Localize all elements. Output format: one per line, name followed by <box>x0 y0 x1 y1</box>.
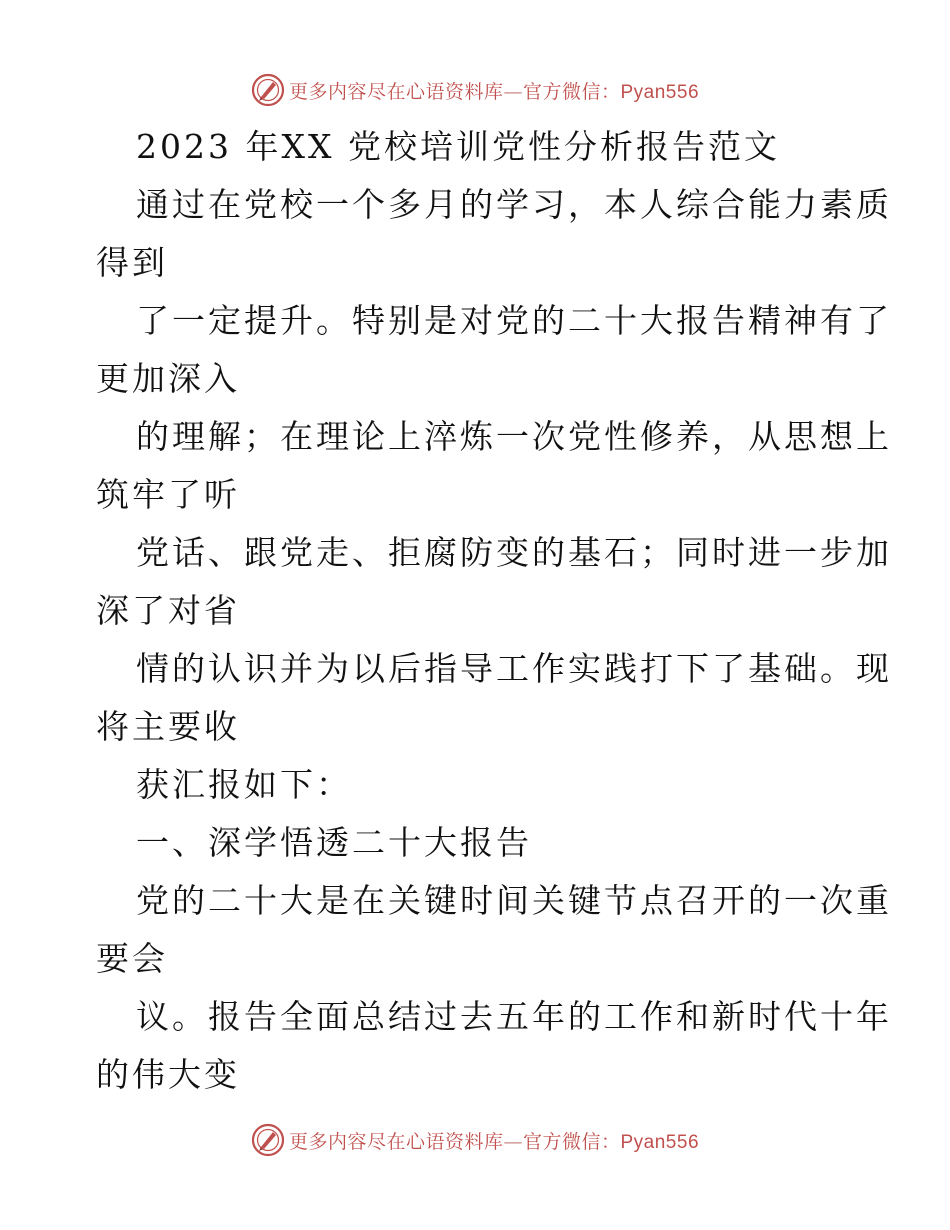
paragraph-line: 议。报告全面总结过去五年的工作和新时代十年 <box>136 997 892 1036</box>
paragraph-line: 更加深入 <box>96 359 240 398</box>
paragraph-line: 通过在党校一个多月的学习，本人综合能力素质 <box>136 185 892 224</box>
document-title: 2023 年XX 党校培训党性分析报告范文 <box>136 127 780 166</box>
banner-content <box>251 73 699 107</box>
banner-text-main: 更多内容尽在心语资料库 <box>288 80 504 103</box>
banner-wechat-id: Pyan556 <box>620 81 700 103</box>
banner-dash: — <box>503 1130 523 1153</box>
banner-text-main: 更多内容尽在心语资料库 <box>288 1130 504 1153</box>
banner-text <box>289 77 699 104</box>
paragraph-line: 情的认识并为以后指导工作实践打下了基础。现 <box>136 649 892 688</box>
banner-text <box>289 1127 699 1154</box>
document-body <box>96 118 892 1104</box>
section-heading: 一、深学悟透二十大报告 <box>136 823 532 862</box>
banner-wechat-id: Pyan556 <box>620 1131 700 1153</box>
paragraph-line: 要会 <box>96 939 168 978</box>
banner-wechat-label: 官方微信： <box>522 80 621 103</box>
paragraph-line: 获汇报如下： <box>136 765 352 804</box>
quill-logo-icon <box>251 1123 285 1157</box>
footer-banner <box>0 1120 950 1160</box>
banner-content <box>251 1123 699 1157</box>
paragraph-line: 的理解；在理论上淬炼一次党性修养，从思想上 <box>136 417 892 456</box>
paragraph-line: 党话、跟党走、拒腐防变的基石；同时进一步加 <box>136 533 892 572</box>
header-banner <box>0 70 950 110</box>
paragraph-line: 将主要收 <box>96 707 240 746</box>
paragraph-line: 筑牢了听 <box>96 475 240 514</box>
paragraph-line: 得到 <box>96 243 168 282</box>
banner-dash: — <box>503 80 523 103</box>
paragraph-line: 深了对省 <box>96 591 240 630</box>
paragraph-line: 了一定提升。特别是对党的二十大报告精神有了 <box>136 301 892 340</box>
banner-wechat-label: 官方微信： <box>522 1130 621 1153</box>
paragraph-line: 党的二十大是在关键时间关键节点召开的一次重 <box>136 881 892 920</box>
quill-logo-icon <box>251 73 285 107</box>
paragraph-line: 的伟大变 <box>96 1055 240 1094</box>
